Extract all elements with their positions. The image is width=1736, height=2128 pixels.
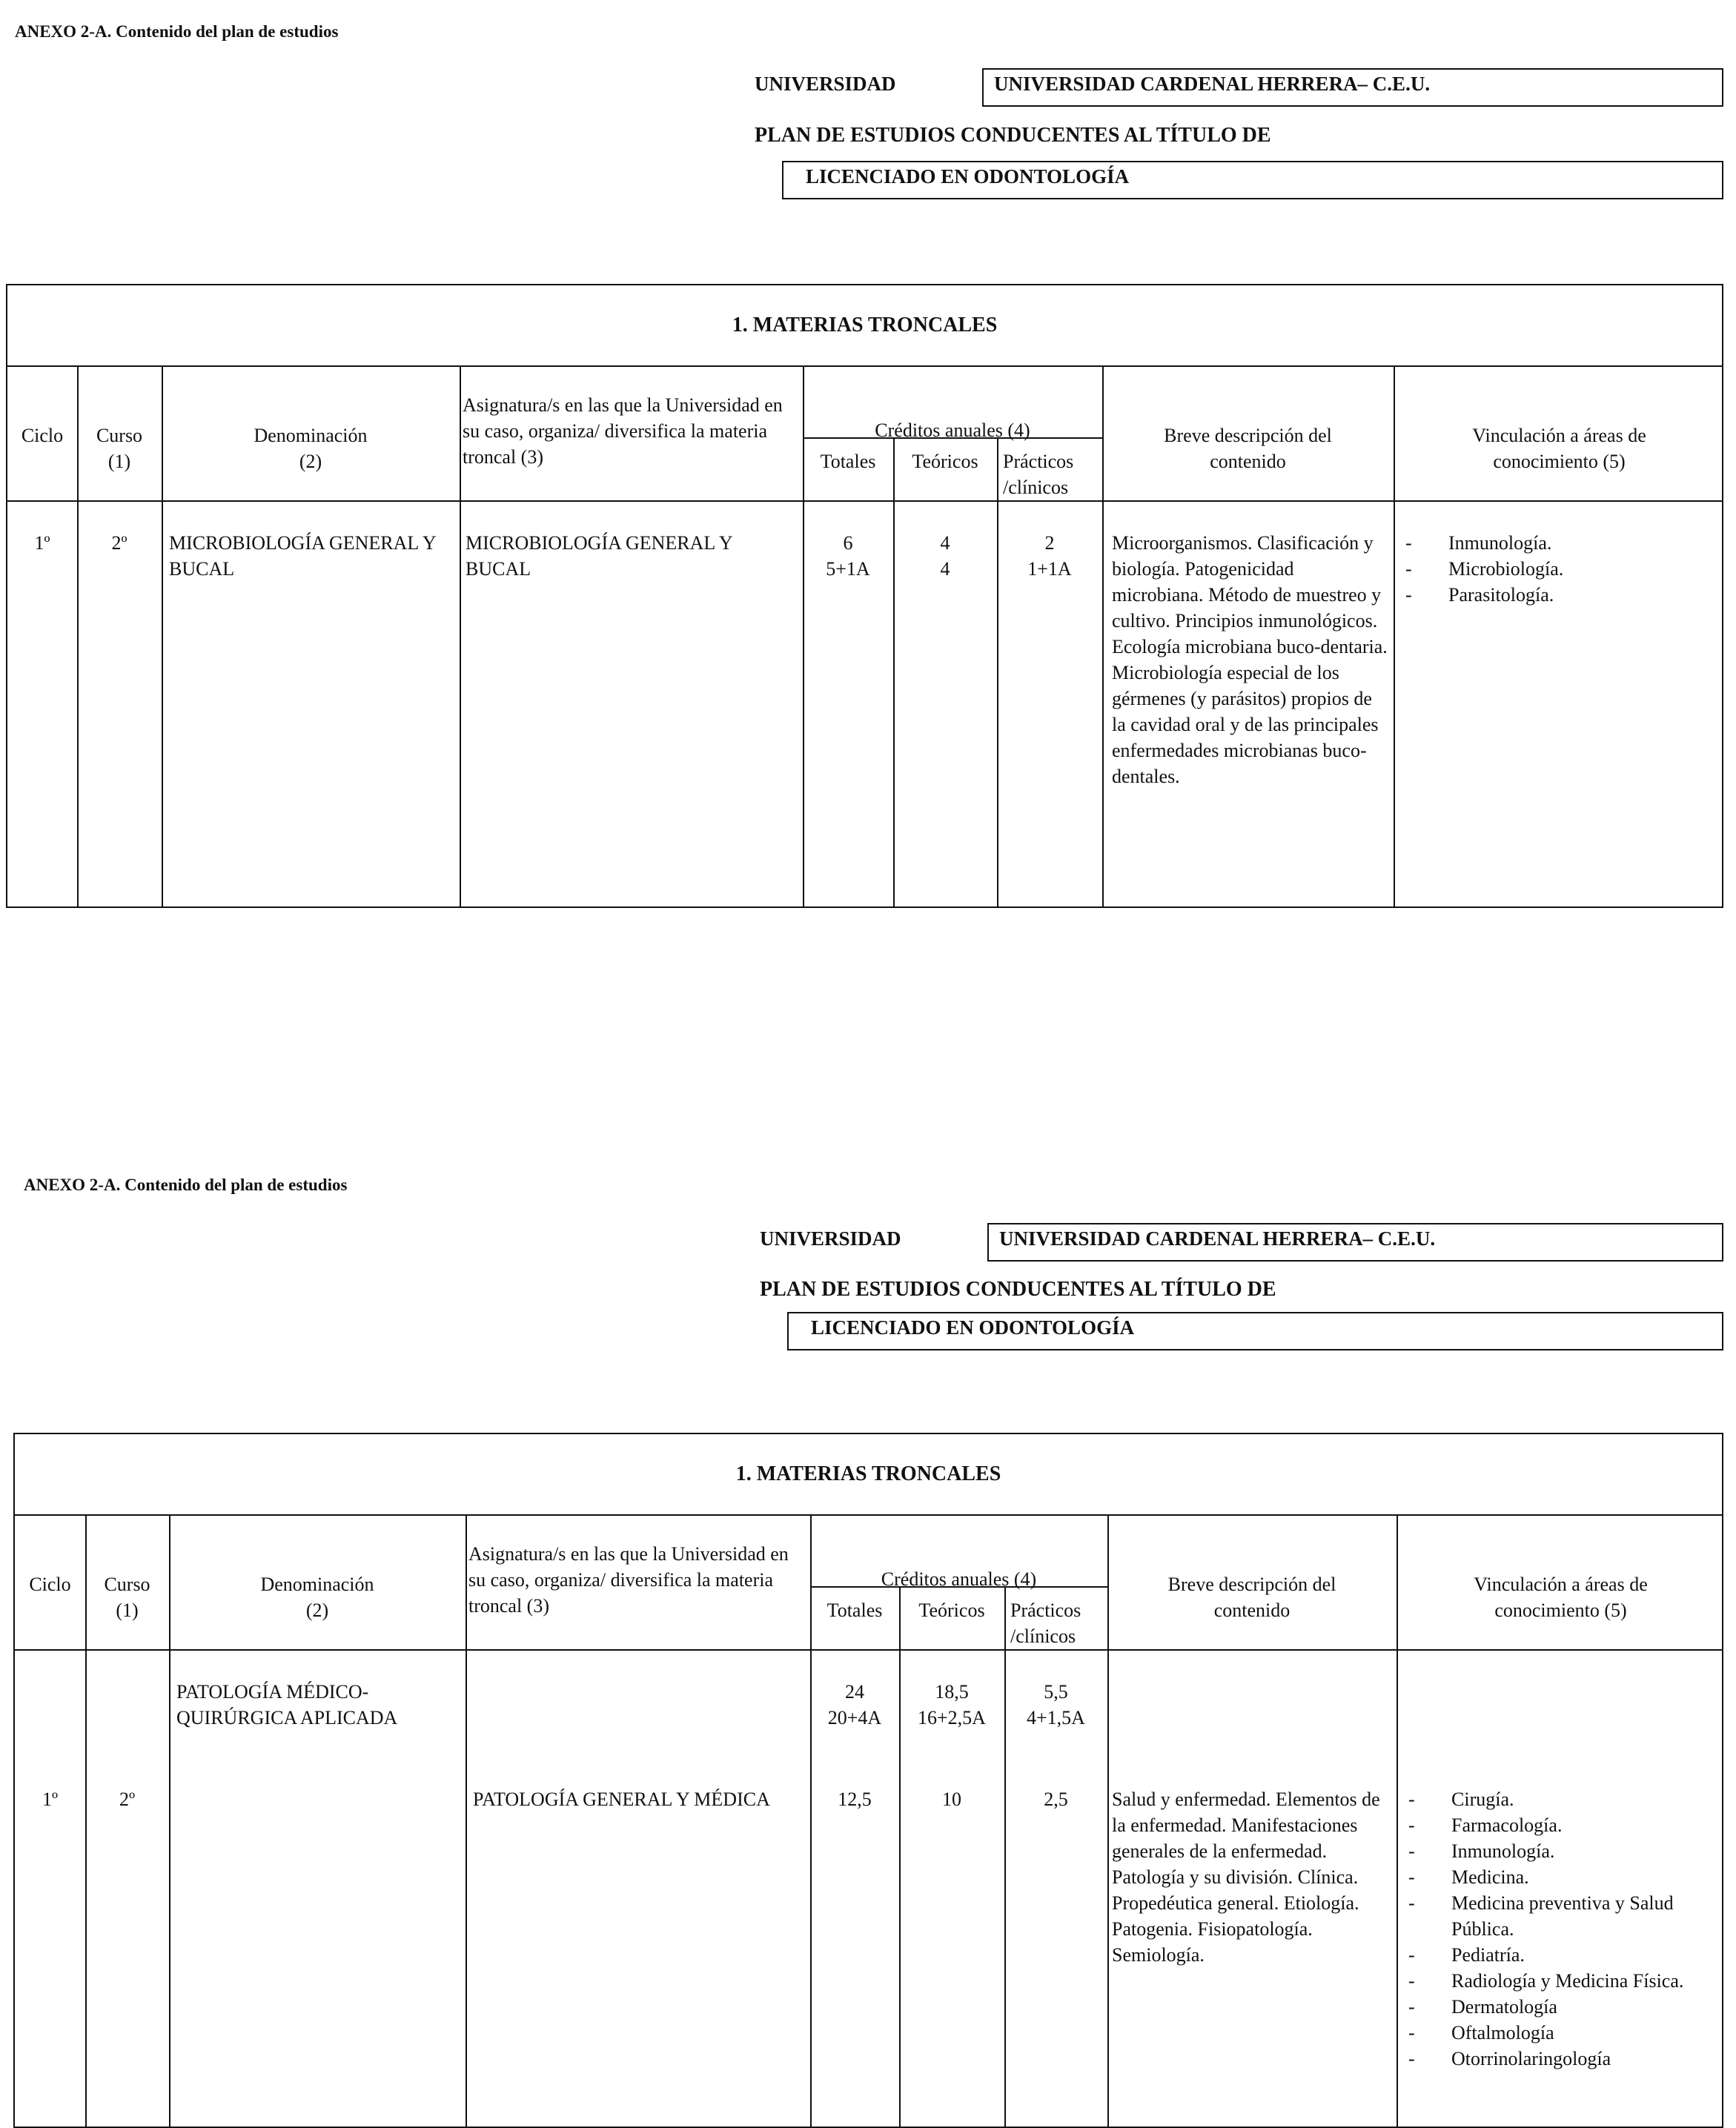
header-vinculacion: Vinculación a áreas de conocimiento (5) bbox=[1472, 425, 1646, 472]
area-item: - Cirugía. bbox=[1402, 1786, 1723, 1812]
row-totales: 12,5 bbox=[838, 1789, 872, 1810]
row-teoricos: 10 bbox=[942, 1789, 961, 1810]
universidad-name: UNIVERSIDAD CARDENAL HERRERA– C.E.U. bbox=[982, 68, 1723, 107]
group-totales: 24 20+4A bbox=[827, 1681, 882, 1728]
row-practicos: 2,5 bbox=[1044, 1789, 1068, 1810]
plan-label: PLAN DE ESTUDIOS CONDUCENTES AL TÍTULO DE bbox=[755, 124, 1271, 147]
area-item: - Oftalmología bbox=[1402, 2020, 1723, 2046]
header-denominacion: Denominación (2) bbox=[254, 425, 368, 472]
area-item: - Microbiología. bbox=[1399, 556, 1718, 582]
row-denominacion: PATOLOGÍA MÉDICO-QUIRÚRGICA APLICADA bbox=[176, 1681, 398, 1728]
universidad-name: UNIVERSIDAD CARDENAL HERRERA– C.E.U. bbox=[987, 1223, 1723, 1262]
area-item: - Dermatología bbox=[1402, 1994, 1723, 2020]
row-teoricos: 4 4 bbox=[940, 532, 950, 580]
row-totales: 6 5+1A bbox=[826, 532, 870, 580]
annex-title: ANEXO 2-A. Contenido del plan de estudios bbox=[15, 22, 339, 41]
group-teoricos: 18,5 16+2,5A bbox=[918, 1681, 986, 1728]
area-item: - Medicina preventiva y Salud Pública. bbox=[1402, 1890, 1723, 1942]
row-curso: 2º bbox=[111, 532, 127, 554]
header-teoricos: Teóricos bbox=[918, 1600, 985, 1621]
row-practicos: 2 1+1A bbox=[1027, 532, 1072, 580]
header-asignatura: Asignatura/s en las que la Universidad en su caso, organiza/ diversifica la materia troncal (3) bbox=[468, 1543, 789, 1617]
header-creditos: Créditos anuales (4) bbox=[875, 420, 1030, 441]
area-item: - Otorrinolaringología bbox=[1402, 2046, 1723, 2072]
header-totales: Totales bbox=[826, 1600, 883, 1621]
header-asignatura: Asignatura/s en las que la Universidad en su caso, organiza/ diversifica la materia troncal (3) bbox=[463, 394, 783, 468]
area-item: - Pediatría. bbox=[1402, 1942, 1723, 1968]
universidad-label: UNIVERSIDAD bbox=[755, 73, 896, 95]
header-curso: Curso (1) bbox=[104, 1574, 150, 1621]
row-areas bbox=[1402, 1786, 1723, 2072]
materias-table bbox=[13, 1433, 1723, 2128]
table-title: 1. MATERIAS TRONCALES bbox=[15, 1434, 1722, 1516]
area-item: - Inmunología. bbox=[1399, 530, 1718, 556]
group-practicos: 5,5 4+1,5A bbox=[1027, 1681, 1085, 1728]
row-ciclo: 1º bbox=[42, 1789, 59, 1810]
header-totales: Totales bbox=[820, 451, 876, 472]
plan-label: PLAN DE ESTUDIOS CONDUCENTES AL TÍTULO DE bbox=[760, 1278, 1276, 1301]
header-practicos: Prácticos /clínicos bbox=[1010, 1600, 1081, 1647]
row-asignatura: PATOLOGÍA GENERAL Y MÉDICA bbox=[473, 1789, 770, 1810]
header-vinculacion: Vinculación a áreas de conocimiento (5) bbox=[1474, 1574, 1648, 1621]
header-curso: Curso (1) bbox=[96, 425, 143, 472]
row-ciclo: 1º bbox=[34, 532, 50, 554]
area-item: - Parasitología. bbox=[1399, 582, 1718, 608]
row-descripcion: Microorganismos. Clasificación y biología. Patogenicidad microbiana. Método de muestreo y cultivo. Principios inmunológicos. Ecología microbiana buco-dentaria. Microbiología especial de los gérmenes (y parásitos) propios de la cavidad oral y de las principales enfermedades microbianas buco-dentales. bbox=[1112, 532, 1388, 787]
header-creditos: Créditos anuales (4) bbox=[881, 1568, 1037, 1590]
header-ciclo: Ciclo bbox=[29, 1574, 71, 1595]
area-item: - Radiología y Medicina Física. bbox=[1402, 1968, 1723, 1994]
titulo-box: LICENCIADO EN ODONTOLOGÍA bbox=[782, 161, 1723, 199]
area-item: - Inmunología. bbox=[1402, 1838, 1723, 1864]
header-descripcion: Breve descripción del contenido bbox=[1167, 1574, 1336, 1621]
header-denominacion: Denominación (2) bbox=[260, 1574, 374, 1621]
annex-title: ANEXO 2-A. Contenido del plan de estudios bbox=[24, 1176, 348, 1194]
header-practicos: Prácticos /clínicos bbox=[1003, 451, 1074, 498]
row-areas bbox=[1399, 530, 1718, 608]
header-ciclo: Ciclo bbox=[21, 425, 64, 446]
row-asignatura: MICROBIOLOGÍA GENERAL Y BUCAL bbox=[466, 532, 732, 580]
area-item: - Farmacología. bbox=[1402, 1812, 1723, 1838]
materias-table bbox=[6, 284, 1723, 908]
area-item: - Medicina. bbox=[1402, 1864, 1723, 1890]
row-descripcion: Salud y enfermedad. Elementos de la enfermedad. Manifestaciones generales de la enfermedad. Patología y su división. Clínica. Propedéutica general. Etiología. Patogenia. Fisiopatología. Semiología. bbox=[1112, 1789, 1380, 1966]
row-denominacion: MICROBIOLOGÍA GENERAL Y BUCAL bbox=[169, 532, 436, 580]
header-descripcion: Breve descripción del contenido bbox=[1164, 425, 1332, 472]
titulo-box: LICENCIADO EN ODONTOLOGÍA bbox=[787, 1312, 1723, 1350]
universidad-label: UNIVERSIDAD bbox=[760, 1227, 901, 1250]
header-teoricos: Teóricos bbox=[912, 451, 978, 472]
table-title: 1. MATERIAS TRONCALES bbox=[7, 285, 1722, 367]
row-curso: 2º bbox=[119, 1789, 136, 1810]
